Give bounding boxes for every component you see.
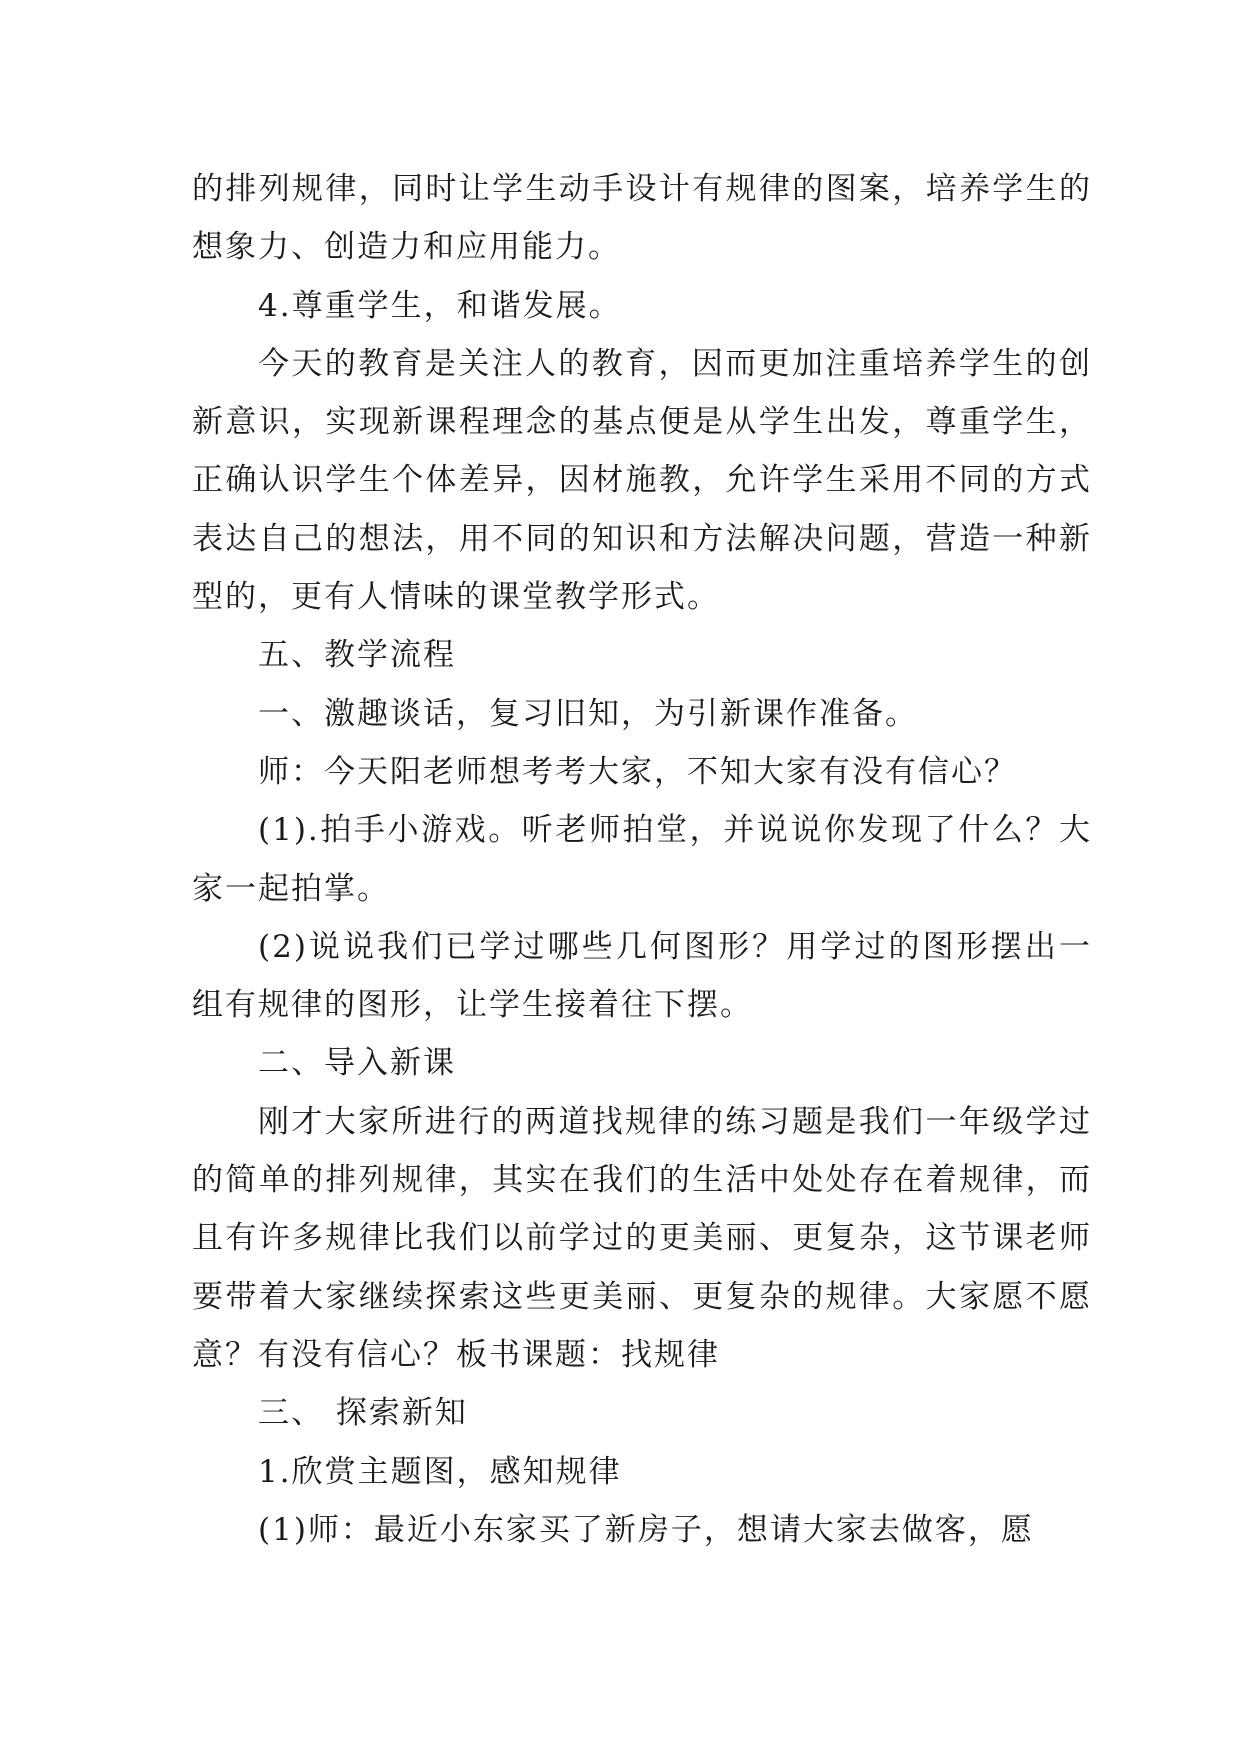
paragraph: 今天的教育是关注人的教育，因而更加注重培养学生的创新意识，实现新课程理念的基点便是从学生出发，尊重学生，正确认识学生个体差异，因材施教，允许学生采用不同的方式表达自己的想法，用不同的知识和方法解决问题，营造一种新型的，更有人情味的课堂教学形式。 — [192, 345, 1092, 616]
paragraph: 1.欣赏主题图，感知规律 — [258, 1453, 622, 1490]
paragraph: 4.尊重学生，和谐发展。 — [258, 287, 622, 324]
section-heading: 二、导入新课 — [258, 1045, 456, 1082]
paragraph: (2)说说我们已学过哪些几何图形？用学过的图形摆出一组有规律的图形，让学生接着往下摆。 — [192, 928, 1092, 1024]
paragraph: (1)师：最近小东家买了新房子，想请大家去做客，愿 — [258, 1511, 1034, 1548]
section-heading: 三、 探索新知 — [258, 1395, 468, 1432]
paragraph: 刚才大家所进行的两道找规律的练习题是我们一年级学过的简单的排列规律，其实在我们的生活中处处存在着规律，而且有许多规律比我们以前学过的更美丽、更复杂，这节课老师要带着大家继续探索这些更美丽、更复杂的规律。大家愿不愿意？有没有信心？板书课题：找规律 — [192, 1103, 1092, 1373]
section-heading: 五、教学流程 — [258, 637, 456, 674]
paragraph: 师：今天阳老师想考考大家，不知大家有没有信心？ — [258, 753, 1017, 790]
section-heading: 一、激趣谈话，复习旧知，为引新课作准备。 — [258, 695, 918, 732]
paragraph: (1).拍手小游戏。听老师拍堂，并说说你发现了什么？大家一起拍掌。 — [192, 812, 1092, 907]
paragraph: 的排列规律，同时让学生动手设计有规律的图案，培养学生的想象力、创造力和应用能力。 — [192, 171, 1092, 266]
document-body — [192, 160, 1092, 1559]
